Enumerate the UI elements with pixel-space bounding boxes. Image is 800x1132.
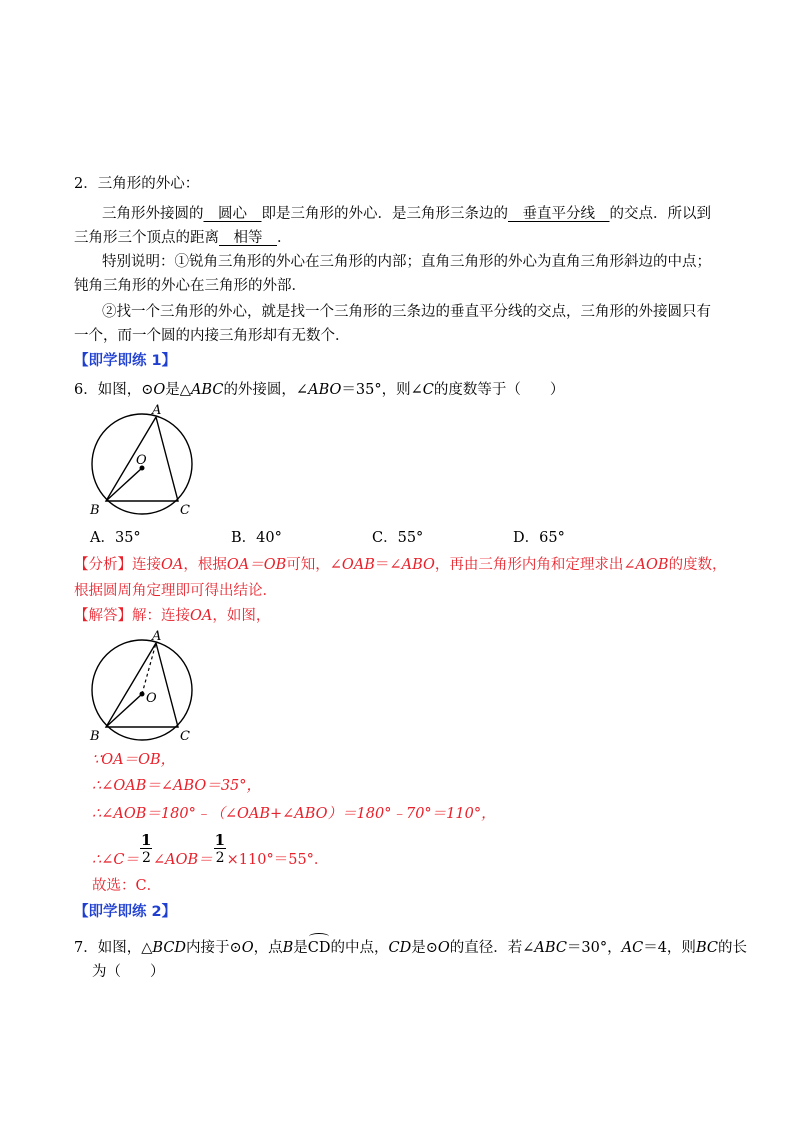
text: ＝∠ bbox=[374, 557, 402, 573]
text: ，如图， bbox=[212, 608, 271, 624]
circle-figure-question bbox=[84, 400, 204, 520]
math-var: OA bbox=[190, 608, 213, 624]
answer-options bbox=[90, 528, 750, 548]
text: ∴∠C＝ bbox=[92, 852, 139, 868]
math-var: CD bbox=[388, 940, 412, 956]
circle-symbol: ⊙ bbox=[141, 382, 154, 398]
fraction bbox=[213, 831, 227, 870]
center-label: O bbox=[136, 453, 147, 468]
text: ＝4，则 bbox=[643, 940, 696, 956]
text: ，根据 bbox=[183, 557, 227, 573]
section-heading: 2．三角形的外心： bbox=[74, 176, 200, 192]
question-text: 为（ ） bbox=[92, 964, 165, 980]
paragraph-line bbox=[74, 228, 734, 248]
text: ＝30°， bbox=[566, 940, 622, 956]
solution-step: ∴∠OAB＝∠ABO＝35°， bbox=[92, 778, 262, 794]
text: 的交点．所以到 bbox=[609, 206, 711, 222]
solution-choice: 故选：C． bbox=[92, 878, 162, 894]
analysis-line: 根据圆周角定理即可得出结论． bbox=[74, 583, 277, 599]
fraction bbox=[139, 831, 153, 870]
text: 的度数， bbox=[668, 557, 727, 573]
text: 是⊙ bbox=[411, 940, 438, 956]
answer-blank: 垂直平分线 bbox=[508, 206, 610, 222]
text: ＝35°，则∠ bbox=[341, 382, 423, 398]
note-line: 特别说明：①锐角三角形的外心在三角形的内部；直角三角形的外心为直角三角形斜边的中点； bbox=[102, 254, 711, 270]
math-var: O bbox=[153, 382, 166, 398]
practice-label: 【即学即练 1】 bbox=[74, 353, 177, 369]
text: 的外接圆，∠ bbox=[223, 382, 309, 398]
paragraph-line bbox=[102, 204, 762, 224]
math-var: BC bbox=[695, 940, 718, 956]
fraction-denominator: 2 bbox=[215, 850, 225, 866]
math-var: ABO bbox=[308, 382, 342, 398]
text: 解：连接 bbox=[132, 608, 190, 624]
math-var: OAB bbox=[341, 557, 375, 573]
vertex-label: C bbox=[180, 729, 190, 744]
solution-step: ∴∠AOB＝180°﹣（∠OAB+∠ABO）＝180°﹣70°＝110°， bbox=[92, 806, 496, 822]
text: 内接于⊙ bbox=[186, 940, 242, 956]
text: ∠AOB＝ bbox=[152, 852, 213, 868]
option-b[interactable]: B．40° bbox=[231, 530, 282, 546]
answer-blank: 圆心 bbox=[203, 206, 262, 222]
text: ，点 bbox=[253, 940, 283, 956]
math-var: O bbox=[241, 940, 254, 956]
math-var: ABO bbox=[401, 557, 435, 573]
solution-step: ∵OA＝OB， bbox=[92, 752, 176, 768]
note-line: 一个，而一个圆的内接三角形却有无数个． bbox=[74, 328, 350, 344]
text: 是△ bbox=[165, 382, 191, 398]
fraction-denominator: 2 bbox=[141, 850, 151, 866]
text: 连接 bbox=[132, 557, 161, 573]
math-var: B bbox=[282, 940, 294, 956]
text: ． bbox=[277, 230, 292, 246]
vertex-label: B bbox=[90, 503, 100, 518]
fraction-numerator: 1 bbox=[214, 831, 226, 849]
arc-notation: CD bbox=[308, 936, 331, 958]
math-var: O bbox=[437, 940, 450, 956]
text: ×110°＝55°． bbox=[226, 852, 329, 868]
text: 的直径．若∠ bbox=[449, 940, 535, 956]
math-var: ABC bbox=[534, 940, 567, 956]
question-text bbox=[74, 936, 747, 958]
math-var: BCD bbox=[152, 940, 187, 956]
option-a[interactable]: A．35° bbox=[90, 530, 141, 546]
vertex-label: C bbox=[180, 503, 190, 518]
math-var: ABC bbox=[190, 382, 224, 398]
math-var: OA bbox=[161, 557, 184, 573]
solution-line bbox=[74, 606, 734, 626]
text: 的长 bbox=[717, 940, 747, 956]
math-var: AOB bbox=[635, 557, 669, 573]
option-d[interactable]: D．65° bbox=[513, 530, 565, 546]
text: 7．如图，△ bbox=[74, 940, 153, 956]
solution-step bbox=[92, 831, 752, 870]
note-line: 钝角三角形的外心在三角形的外部． bbox=[74, 278, 306, 294]
text: 三角形三个顶点的距离 bbox=[74, 230, 219, 246]
fraction-numerator: 1 bbox=[140, 831, 152, 849]
vertex-label: A bbox=[152, 403, 162, 418]
text: 6．如图， bbox=[74, 382, 142, 398]
note-line: ②找一个三角形的外心，就是找一个三角形的三条边的垂直平分线的交点，三角形的外接圆只有 bbox=[102, 304, 711, 320]
text: ，再由三角形内角和定理求出∠ bbox=[434, 557, 636, 573]
text: 可知，∠ bbox=[286, 557, 342, 573]
math-var: AC bbox=[621, 940, 644, 956]
vertex-label: B bbox=[90, 729, 100, 744]
practice-label: 【即学即练 2】 bbox=[74, 904, 177, 920]
analysis-line bbox=[74, 555, 734, 575]
text: 是 bbox=[293, 940, 308, 956]
math-var: C bbox=[422, 382, 434, 398]
answer-blank: 相等 bbox=[219, 230, 277, 246]
option-c[interactable]: C．55° bbox=[372, 530, 424, 546]
question-text bbox=[74, 380, 734, 400]
center-label: O bbox=[146, 691, 157, 706]
analysis-tag: 【分析】 bbox=[74, 557, 132, 573]
text: 即是三角形的外心．是三角形三条边的 bbox=[261, 206, 508, 222]
solution-tag: 【解答】 bbox=[74, 608, 132, 624]
math-expr: OA＝OB bbox=[226, 557, 287, 573]
circle-figure-solution bbox=[84, 626, 204, 746]
text: 的中点， bbox=[330, 940, 389, 956]
vertex-label: A bbox=[152, 629, 162, 644]
text: 三角形外接圆的 bbox=[102, 206, 204, 222]
text: 的度数等于（ ） bbox=[433, 382, 565, 398]
